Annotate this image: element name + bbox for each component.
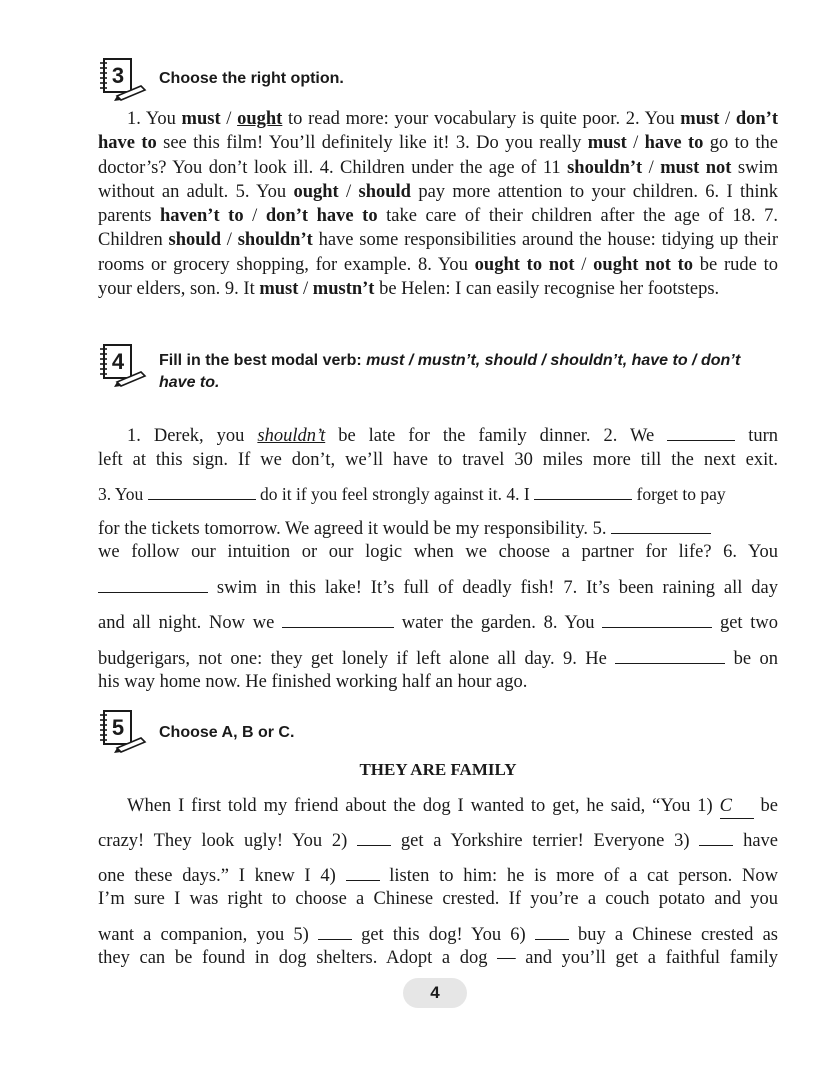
ex3-text-run: be Helen: I can easily recognise her footsteps.	[374, 279, 720, 300]
answer-blank[interactable]	[282, 611, 394, 628]
ex3-option[interactable]: must	[587, 133, 627, 154]
ex5-line-4: I’m sure I was right to choose a Chinese crested. If you’re a couch potato and you	[98, 889, 778, 909]
answer-blank[interactable]	[602, 611, 712, 628]
svg-text:3: 3	[111, 63, 125, 88]
ex3-option[interactable]: ought	[293, 181, 339, 202]
ex3-option[interactable]: ought	[237, 109, 283, 129]
ex3-text-run: /	[338, 181, 359, 202]
answer-blank[interactable]	[615, 647, 725, 664]
ex3-option[interactable]: don’t have to	[98, 109, 779, 154]
ex3-option[interactable]: haven’t to	[160, 206, 244, 227]
exercise-4-title-options: must / mustn’t, should / shouldn’t, have to / don’t	[366, 352, 741, 369]
answer-blank[interactable]	[611, 517, 711, 534]
ex3-text-run: 1. You	[127, 109, 182, 129]
ex5-example-answer: C	[720, 794, 754, 819]
answer-blank[interactable]	[318, 923, 352, 940]
ex3-option[interactable]: shouldn’t	[237, 230, 313, 251]
ex3-option[interactable]: must	[259, 279, 299, 300]
ex3-option[interactable]: ought not to	[593, 254, 694, 275]
ex3-option[interactable]: must not	[660, 157, 732, 178]
ex3-text-run: /	[220, 109, 238, 129]
ex4-example-answer: shouldn’t	[257, 426, 326, 446]
notebook-pencil-icon	[97, 342, 149, 388]
ex4-line-9: his way home now. He finished working half an hour ago.	[98, 672, 528, 692]
ex3-option[interactable]: don’t have to	[265, 206, 378, 227]
ex3-option[interactable]: must	[181, 109, 221, 129]
ex3-option[interactable]: should	[358, 181, 411, 202]
ex3-text-run: pay more attention to your children. 6. I think parents	[98, 181, 779, 227]
svg-text:4: 4	[111, 349, 125, 374]
ex3-option[interactable]: have to	[644, 133, 704, 154]
ex3-text-run: to read more: your vocabulary is quite poor. 2. You	[282, 109, 681, 129]
ex3-text-run: swim without an adult. 5. You	[98, 157, 778, 202]
ex5-line-6: they can be found in dog shelters. Adopt a dog — and you’ll get a faithful family	[98, 948, 778, 968]
ex3-text-run: /	[243, 206, 266, 227]
ex4-line-6: swim in this lake! It’s full of deadly fish! 7. It’s been raining all day	[98, 576, 778, 600]
exercise-3-title: Choose the right option.	[159, 70, 344, 87]
ex3-option[interactable]: should	[168, 230, 221, 251]
exercise-4-title	[159, 350, 799, 394]
ex4-line-3: 3. You do it if you feel strongly against it. 4. I forget to pay	[98, 484, 726, 504]
answer-blank[interactable]	[346, 864, 380, 881]
ex3-text-run: /	[719, 109, 736, 129]
ex3-text-run: /	[221, 230, 238, 251]
answer-blank[interactable]	[98, 576, 208, 593]
exercise-5-title: Choose A, B or C.	[159, 724, 295, 741]
story-title: THEY ARE FAMILY	[359, 760, 517, 779]
ex3-text-run: take care of their children after the age of 18. 7. Children	[98, 206, 778, 251]
exercise-4-title-lead: Fill in the best modal verb:	[159, 352, 367, 369]
svg-text:5: 5	[111, 715, 125, 740]
ex5-line-3: one these days.” I knew I 4) listen to him: he is more of a cat person. Now	[98, 866, 779, 886]
ex3-text-run: /	[626, 133, 645, 154]
exercise-3-text	[98, 107, 778, 301]
answer-blank[interactable]	[667, 424, 735, 441]
ex3-text-run: be rude to your elders, son. 9. It	[98, 254, 778, 300]
ex3-text-run: have some responsibilities around the house: tidying up their rooms or grocery shopping, for example. 8. You	[98, 230, 778, 275]
ex4-line-8: budgerigars, not one: they get lonely if left alone all day. 9. He be on	[98, 649, 779, 669]
ex4-line-7: and all night. Now we water the garden. 8. You get two	[98, 613, 779, 633]
ex5-line-2: crazy! They look ugly! You 2) get a Yorkshire terrier! Everyone 3) have	[98, 831, 779, 851]
ex3-option[interactable]: must	[680, 109, 720, 129]
answer-blank[interactable]	[535, 923, 569, 940]
ex3-option[interactable]: mustn’t	[312, 279, 375, 300]
ex3-option[interactable]: shouldn’t	[567, 157, 643, 178]
ex3-option[interactable]: ought to not	[474, 254, 575, 275]
ex4-line-5: we follow our intuition or our logic when we choose a partner for life? 6. You	[98, 542, 778, 562]
ex5-line-5: want a companion, you 5) get this dog! You 6) buy a Chinese crested as	[98, 925, 778, 945]
notebook-pencil-icon	[97, 56, 149, 102]
ex3-text-run: /	[642, 157, 661, 178]
ex3-text-run: go to the doctor’s? You don’t look ill. 4. Children under the age of 11	[98, 133, 778, 178]
notebook-pencil-icon	[97, 708, 149, 754]
ex4-line-1: 1. Derek, you shouldn’t be late for the family dinner. 2. We turn	[127, 426, 779, 446]
ex3-text-run: /	[574, 254, 594, 275]
ex3-text-run: see this film! You’ll definitely like it! 3. Do you really	[156, 133, 588, 154]
ex5-line-1: When I first told my friend about the dog I wanted to get, he said, “You 1) C be	[98, 794, 778, 819]
page-number: 4	[403, 978, 467, 1008]
ex4-line-4: for the tickets tomorrow. We agreed it would be my responsibility. 5.	[98, 517, 778, 541]
answer-blank[interactable]	[357, 829, 391, 846]
answer-blank[interactable]	[699, 829, 733, 846]
ex4-line-2: left at this sign. If we don’t, we’ll have to travel 30 miles more till the next exit.	[98, 450, 778, 470]
exercise-4-title-options-end: have to.	[159, 374, 220, 391]
ex3-text-run: /	[298, 279, 313, 300]
answer-blank[interactable]	[534, 483, 632, 500]
answer-blank[interactable]	[148, 483, 256, 500]
